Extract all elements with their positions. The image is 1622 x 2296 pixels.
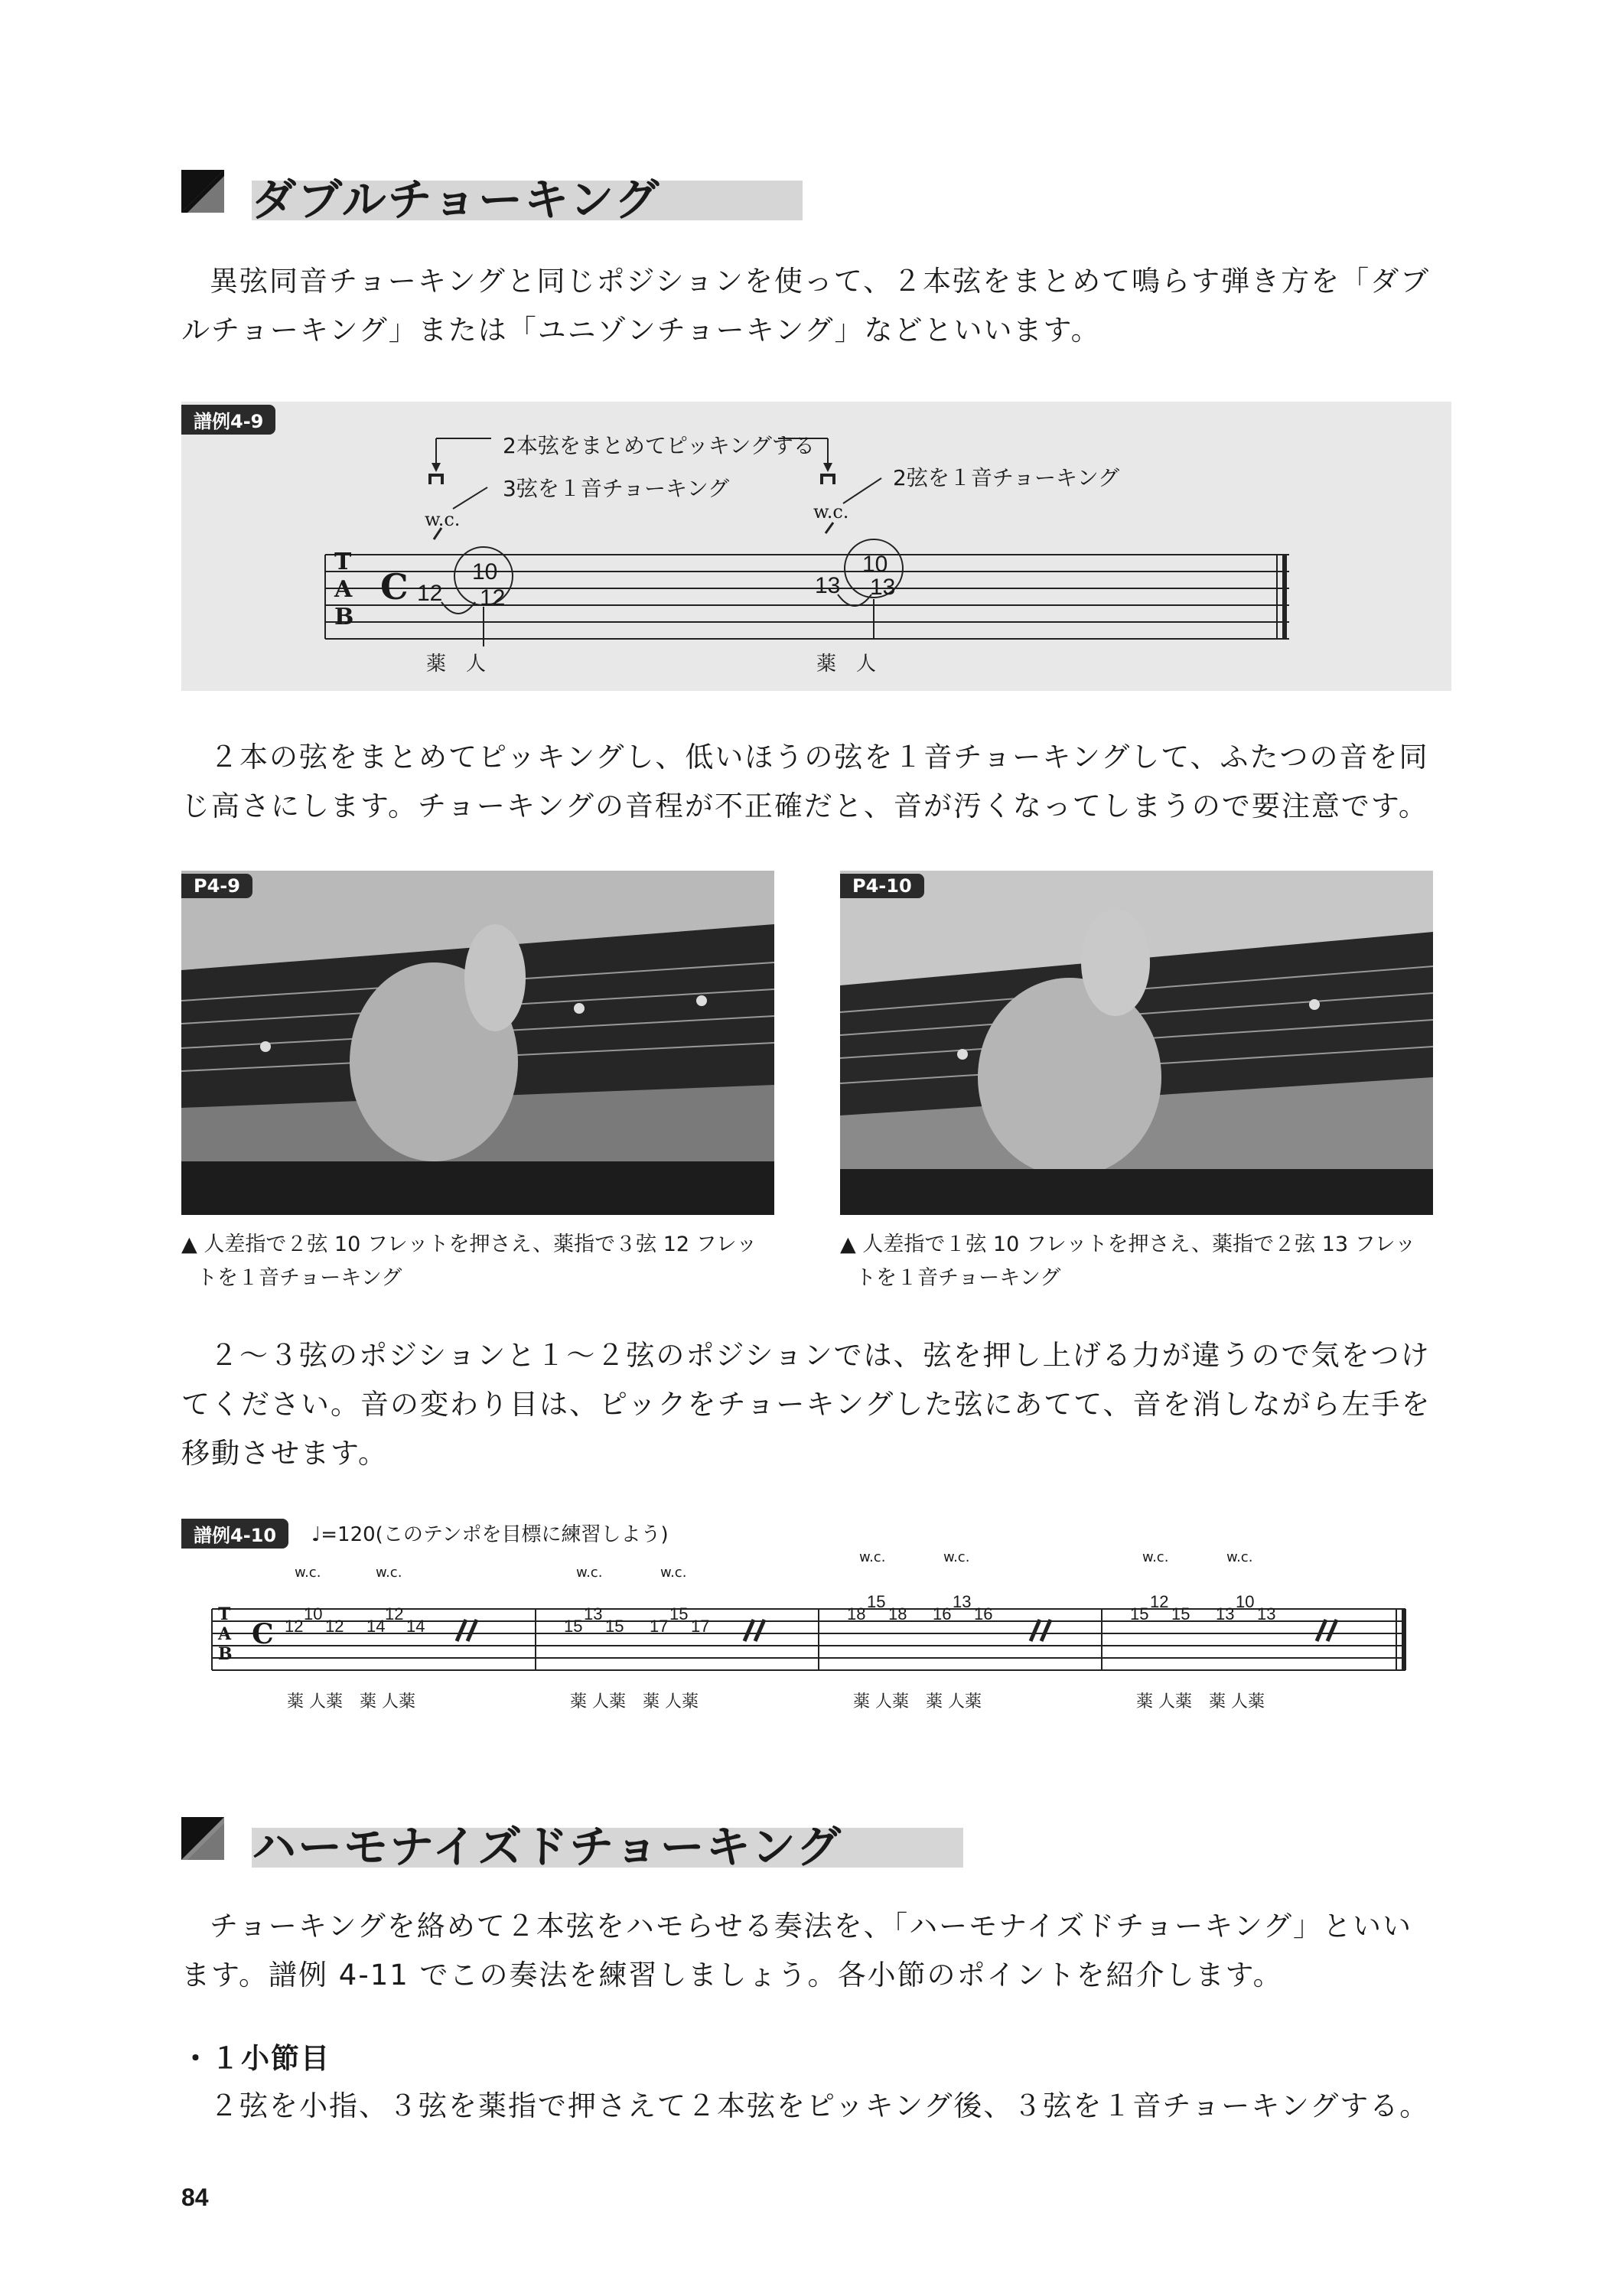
fret-number: 13 bbox=[870, 575, 896, 600]
annotation-left: 3弦を１音チョーキング bbox=[503, 476, 730, 501]
annotation-pick-both: 2本弦をまとめてピッキングする bbox=[503, 433, 815, 458]
paragraph-3: ２～３弦のポジションと１～２弦のポジションでは、弦を押し上げる力が違うので気をつけ てください。音の変わり目は、ピックをチョーキングした弦にあてて、音を消しながら左手を 移動させます。 bbox=[181, 1339, 1431, 1470]
example-label: 譜例4-10 bbox=[181, 1519, 288, 1549]
section-title: ダブルチョーキング bbox=[252, 174, 661, 226]
fret-number: 13 bbox=[1216, 1604, 1235, 1623]
photo-caption-right: ▲ 人差指で１弦 10 フレットを押さえ、薬指で２弦 13 フレッ トを１音チョーキング bbox=[840, 1233, 1416, 1290]
photo-p4-9 bbox=[181, 871, 774, 1215]
photo-label: P4-9 bbox=[181, 874, 252, 898]
fret-number: 15 bbox=[1130, 1604, 1149, 1623]
intro-paragraph: 異弦同音チョーキングと同じポジションを使って、２本弦をまとめて鳴らす弾き方を「ダブ ルチョーキング」または「ユニゾンチョーキング」などといいます。 bbox=[181, 265, 1431, 347]
fret-number: 12 bbox=[385, 1604, 404, 1623]
wc-mark: w.c. bbox=[660, 1565, 687, 1581]
tab-clef: T A B bbox=[334, 549, 354, 630]
section-marker-icon bbox=[181, 170, 224, 213]
photo-p4-10 bbox=[840, 871, 1433, 1215]
fret-number: 10 bbox=[1236, 1592, 1255, 1611]
page-number: 84 bbox=[181, 2184, 209, 2211]
bar1-text: ２弦を小指、３弦を薬指で押さえて２本弦をピッキング後、３弦を１音チョーキングする。 bbox=[210, 2089, 1430, 2122]
wc-mark: w.c. bbox=[425, 509, 461, 530]
fret-number: 12 bbox=[1150, 1592, 1169, 1611]
time-signature: C bbox=[252, 1618, 274, 1650]
fret-number: 13 bbox=[1257, 1604, 1276, 1623]
guitar-neck-image bbox=[840, 871, 1433, 1215]
fret-number: 16 bbox=[974, 1604, 993, 1623]
fret-number: 10 bbox=[862, 552, 888, 577]
wc-mark: w.c. bbox=[943, 1549, 970, 1565]
wc-mark: w.c. bbox=[295, 1565, 321, 1581]
fret-number: 12 bbox=[417, 581, 443, 606]
fret-number: 18 bbox=[888, 1604, 907, 1623]
tab-example-4-9 bbox=[181, 402, 1451, 691]
fingering: 薬 人 bbox=[426, 653, 487, 676]
fret-number: 17 bbox=[691, 1617, 710, 1636]
section-marker-icon bbox=[181, 1817, 224, 1860]
tempo-marking: ♩=120(このテンポを目標に練習しよう) bbox=[311, 1523, 669, 1546]
fret-number: 15 bbox=[564, 1617, 583, 1636]
fret-number: 15 bbox=[1171, 1604, 1190, 1623]
tab-clef: T A B bbox=[218, 1604, 233, 1664]
fret-number: 15 bbox=[669, 1604, 689, 1623]
fingering: 薬 人薬 薬 人薬 bbox=[287, 1692, 415, 1711]
fret-number: 16 bbox=[933, 1604, 952, 1623]
fret-number: 10 bbox=[472, 559, 498, 585]
fret-number: 17 bbox=[650, 1617, 669, 1636]
wc-mark: w.c. bbox=[1142, 1549, 1169, 1565]
fret-number: 10 bbox=[304, 1604, 323, 1623]
fret-number: 12 bbox=[480, 585, 506, 611]
photo-caption-left: ▲ 人差指で２弦 10 フレットを押さえ、薬指で３弦 12 フレッ トを１音チョーキング bbox=[181, 1233, 757, 1290]
guitar-neck-image bbox=[181, 871, 774, 1215]
section-title: ハーモナイズドチョーキング bbox=[252, 1821, 842, 1873]
wc-mark: w.c. bbox=[1226, 1549, 1253, 1565]
fret-number: 12 bbox=[285, 1617, 304, 1636]
wc-mark: w.c. bbox=[376, 1565, 402, 1581]
fingering: 薬 人薬 薬 人薬 bbox=[570, 1692, 699, 1711]
paragraph-4: チョーキングを絡めて２本弦をハモらせる奏法を、「ハーモナイズドチョーキング」といい ます。譜例 4-11 でこの奏法を練習しましょう。各小節のポイントを紹介します。 bbox=[181, 1910, 1412, 1991]
bar1-heading: ・１小節目 bbox=[181, 2042, 331, 2075]
example-label: 譜例4-9 bbox=[181, 405, 275, 435]
fret-number: 12 bbox=[325, 1617, 344, 1636]
fingering: 薬 人 bbox=[816, 653, 877, 676]
annotation-right: 2弦を１音チョーキング bbox=[893, 465, 1120, 490]
photo-label: P4-10 bbox=[840, 874, 924, 898]
fret-number: 14 bbox=[406, 1617, 425, 1636]
tab-example-4-10 bbox=[181, 1519, 1451, 1725]
fret-number: 13 bbox=[584, 1604, 603, 1623]
fret-number: 13 bbox=[815, 573, 841, 598]
fret-number: 14 bbox=[366, 1617, 386, 1636]
wc-mark: w.c. bbox=[576, 1565, 603, 1581]
fret-number: 18 bbox=[847, 1604, 866, 1623]
fret-number: 15 bbox=[867, 1592, 886, 1611]
fingering: 薬 人薬 薬 人薬 bbox=[1136, 1692, 1265, 1711]
paragraph-2: ２本の弦をまとめてピッキングし、低いほうの弦を１音チョーキングして、ふたつの音を同 じ高さにします。チョーキングの音程が不正確だと、音が汚くなってしまうので要注意です。 bbox=[181, 741, 1429, 822]
time-signature: C bbox=[380, 566, 409, 607]
fret-number: 13 bbox=[953, 1592, 972, 1611]
wc-mark: w.c. bbox=[859, 1549, 886, 1565]
fingering: 薬 人薬 薬 人薬 bbox=[853, 1692, 982, 1711]
fret-number: 15 bbox=[605, 1617, 624, 1636]
wc-mark: w.c. bbox=[813, 501, 849, 523]
